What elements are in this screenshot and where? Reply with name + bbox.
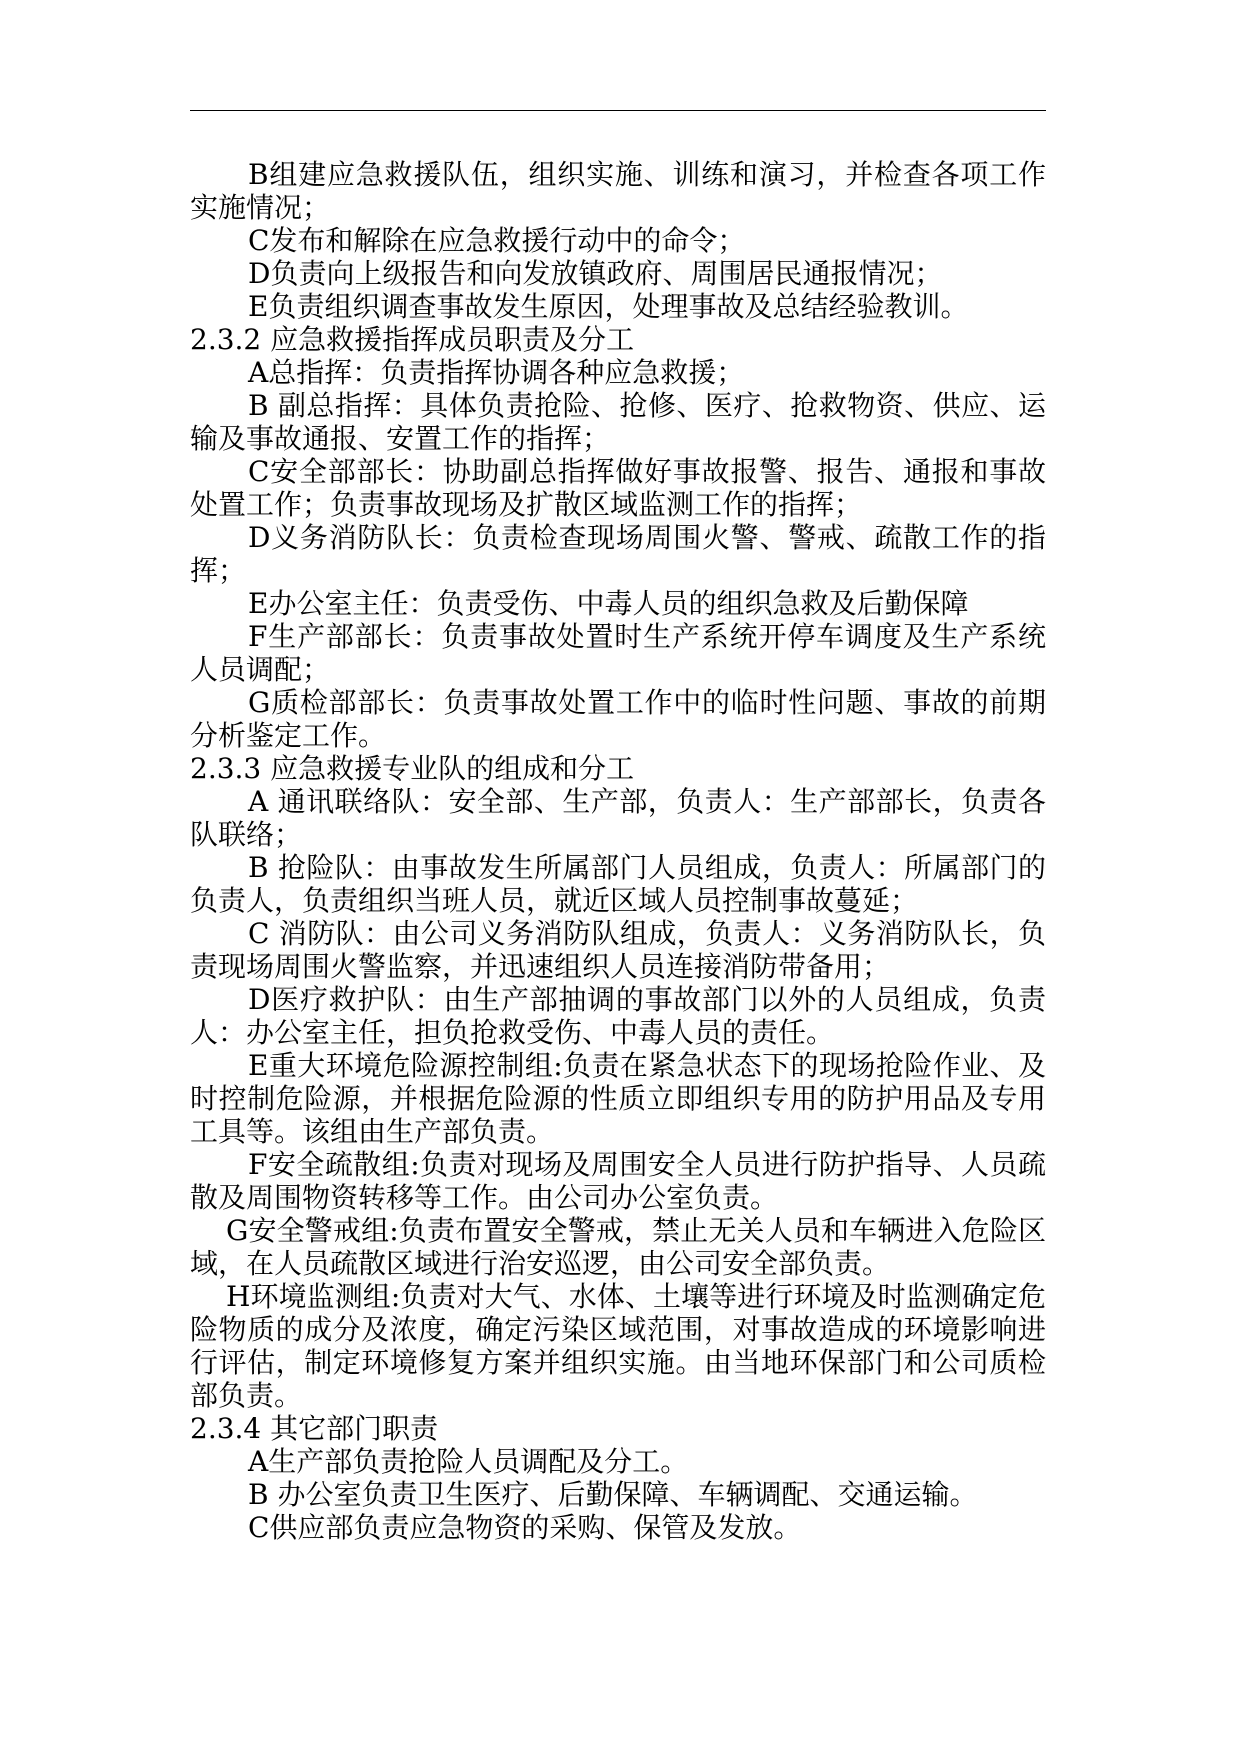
paragraph: D负责向上级报告和向发放镇政府、周围居民通报情况； <box>248 257 943 290</box>
paragraph: C发布和解除在应急救援行动中的命令； <box>248 224 746 257</box>
header-rule <box>190 110 1046 111</box>
paragraph: C供应部负责应急物资的采购、保管及发放。 <box>248 1511 802 1544</box>
paragraph: B 办公室负责卫生医疗、后勤保障、车辆调配、交通运输。 <box>248 1478 978 1511</box>
paragraph: B 副总指挥：具体负责抢险、抢修、医疗、抢救物资、供应、运输及事故通报、安置工作的指挥； <box>190 389 1046 455</box>
paragraph: G安全警戒组:负责布置安全警戒，禁止无关人员和车辆进入危险区域，在人员疏散区域进行治安巡逻，由公司安全部负责。 <box>190 1214 1046 1280</box>
paragraph: A总指挥：负责指挥协调各种应急救援； <box>248 356 745 389</box>
paragraph: E办公室主任：负责受伤、中毒人员的组织急救及后勤保障 <box>248 587 969 620</box>
paragraph: H环境监测组:负责对大气、水体、土壤等进行环境及时监测确定危险物质的成分及浓度，确定污染区域范围，对事故造成的环境影响进行评估，制定环境修复方案并组织实施。由当地环保部门和公司质检部负责。 <box>190 1280 1046 1412</box>
paragraph: D义务消防队长：负责检查现场周围火警、警戒、疏散工作的指挥； <box>190 521 1046 587</box>
document-body <box>190 158 1046 1544</box>
paragraph: F安全疏散组:负责对现场及周围安全人员进行防护指导、人员疏散及周围物资转移等工作。由公司办公室负责。 <box>190 1148 1046 1214</box>
paragraph: E负责组织调查事故发生原因，处理事故及总结经验教训。 <box>248 290 969 323</box>
paragraph: F生产部部长：负责事故处置时生产系统开停车调度及生产系统人员调配； <box>190 620 1046 686</box>
paragraph: A 通讯联络队：安全部、生产部，负责人：生产部部长，负责各队联络； <box>190 785 1046 851</box>
paragraph: A生产部负责抢险人员调配及分工。 <box>248 1445 689 1478</box>
paragraph: C 消防队：由公司义务消防队组成，负责人：义务消防队长，负责现场周围火警监察，并迅速组织人员连接消防带备用； <box>190 917 1046 983</box>
paragraph: G质检部部长：负责事故处置工作中的临时性问题、事故的前期分析鉴定工作。 <box>190 686 1046 752</box>
section-heading: 2.3.3 应急救援专业队的组成和分工 <box>190 752 635 785</box>
paragraph: B组建应急救援队伍，组织实施、训练和演习，并检查各项工作实施情况； <box>190 158 1046 224</box>
paragraph: B 抢险队：由事故发生所属部门人员组成，负责人：所属部门的负责人，负责组织当班人员，就近区域人员控制事故蔓延； <box>190 851 1046 917</box>
section-heading: 2.3.4 其它部门职责 <box>190 1412 439 1445</box>
paragraph: C安全部部长：协助副总指挥做好事故报警、报告、通报和事故处置工作；负责事故现场及扩散区域监测工作的指挥； <box>190 455 1046 521</box>
paragraph: E重大环境危险源控制组:负责在紧急状态下的现场抢险作业、及时控制危险源，并根据危险源的性质立即组织专用的防护用品及专用工具等。该组由生产部负责。 <box>190 1049 1046 1148</box>
section-heading: 2.3.2 应急救援指挥成员职责及分工 <box>190 323 635 356</box>
paragraph: D医疗救护队：由生产部抽调的事故部门以外的人员组成，负责人：办公室主任，担负抢救受伤、中毒人员的责任。 <box>190 983 1046 1049</box>
